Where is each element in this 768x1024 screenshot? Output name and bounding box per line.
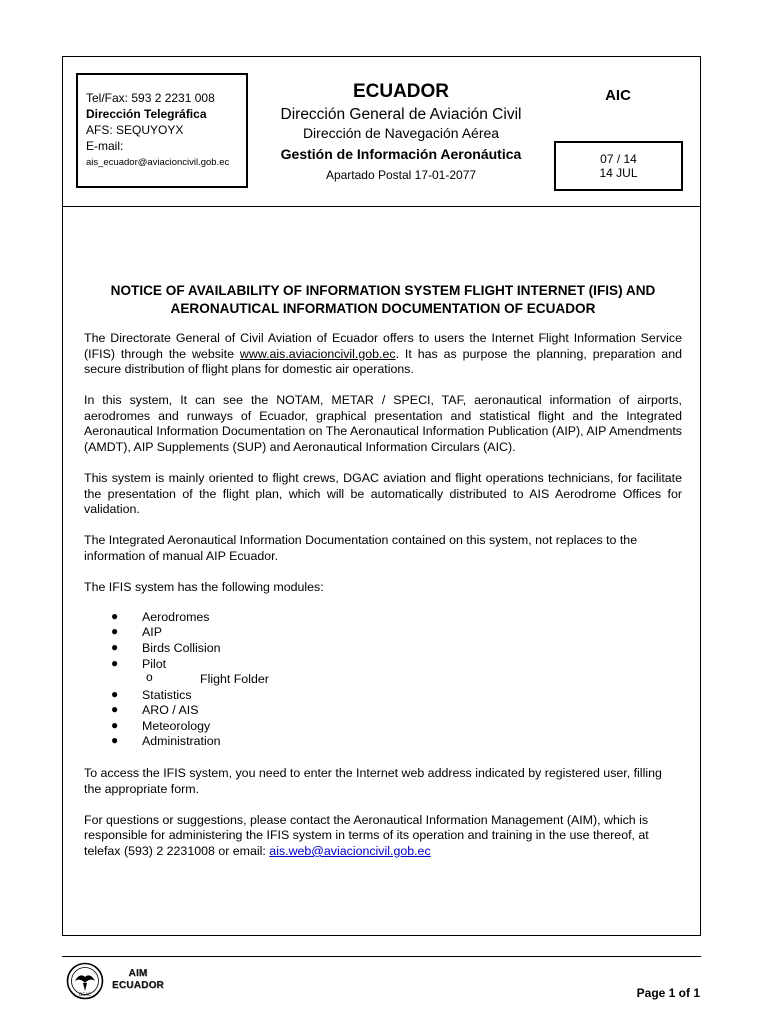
logo-line-2: ECUADOR bbox=[112, 980, 164, 991]
list-item bbox=[84, 625, 682, 641]
paragraph-1-text: The Directorate General of Civil Aviation of Ecuador offers to users the Internet Flight Information Service (IFIS) through the website bbox=[84, 331, 682, 361]
doc-number: 07 / 14 bbox=[600, 152, 637, 166]
doc-number-box bbox=[554, 141, 683, 191]
modules-intro: The IFIS system has the following modules: bbox=[84, 580, 324, 595]
org-header bbox=[256, 80, 546, 183]
list-item bbox=[84, 641, 682, 657]
module-label: AIP bbox=[142, 625, 162, 640]
module-label: Aerodromes bbox=[142, 609, 210, 624]
contact-email: ais_ecuador@aviacioncivil.gob.ec bbox=[86, 157, 230, 168]
list-item bbox=[84, 610, 682, 626]
paragraph-6-text: For questions or suggestions, please contact the Aeronautical Information Management (AIM), which is responsible for administering the IFIS system in terms of its operation and training in the use thereof, at telefax (593) 2 2231008 or email: bbox=[84, 812, 649, 858]
header-divider bbox=[62, 206, 701, 207]
notice-title-line-2: AERONAUTICAL INFORMATION DOCUMENTATION OF ECUADOR bbox=[170, 301, 596, 316]
sub-list-item bbox=[84, 672, 682, 688]
doc-type-label: AIC bbox=[605, 87, 631, 104]
country-title: ECUADOR bbox=[352, 81, 450, 102]
bullet: ● bbox=[111, 608, 119, 623]
org-line-2: Dirección de Navegación Aérea bbox=[302, 125, 500, 141]
paragraph-1 bbox=[84, 331, 682, 378]
paragraph-4: The Integrated Aeronautical Information Documentation contained on this system, not replaces to the information of manual AIP Ecuador. bbox=[84, 533, 638, 564]
module-label: Statistics bbox=[142, 687, 192, 702]
list-item bbox=[84, 657, 682, 673]
module-label: ARO / AIS bbox=[142, 703, 199, 718]
notice-body bbox=[84, 282, 682, 875]
bullet: ● bbox=[111, 702, 119, 717]
email-link[interactable]: ais.web@aviacioncivil.gob.ec bbox=[269, 843, 431, 858]
email-label: E-mail: bbox=[86, 139, 124, 153]
paragraph-6 bbox=[84, 813, 682, 860]
org-line-3: Gestión de Información Aeronáutica bbox=[280, 146, 522, 162]
telfax: Tel/Fax: 593 2 2231 008 bbox=[86, 91, 215, 105]
doc-date: 14 JUL bbox=[599, 166, 638, 180]
footer-rule bbox=[62, 956, 701, 957]
paragraph-2: In this system, It can see the NOTAM, METAR / SPECI, TAF, aeronautical information of airports, aerodromes and runways of Ecuador, graphical presentation and statistical flight and the Integrated Aeronautical Information Documentation on The Aeronautical Information Publication (AIP), AIP Amendments (AMDT), AIP Supplements (SUP) and Aeronautical Information Circulars (AIC). bbox=[84, 393, 682, 455]
list-item bbox=[84, 719, 682, 735]
module-label: Administration bbox=[142, 734, 221, 749]
bullet: ● bbox=[111, 733, 119, 748]
module-label: Birds Collision bbox=[142, 640, 221, 655]
bullet: ● bbox=[111, 655, 119, 670]
aim-ecuador-logo-text bbox=[107, 968, 169, 992]
modules-list bbox=[84, 610, 682, 750]
website-link[interactable]: www.ais.aviacioncivil.gob.ec bbox=[239, 346, 396, 361]
paragraph-3: This system is mainly oriented to flight crews, DGAC aviation and flight operations technicians, for facilitate the presentation of the flight plan, which will be automatically distributed to AIS Aerodrome Offices for validation. bbox=[84, 471, 682, 517]
seal-text: DGAC bbox=[79, 992, 91, 997]
sub-bullet: o bbox=[146, 670, 153, 685]
telegraphic-label: Dirección Telegráfica bbox=[86, 107, 207, 121]
paragraph-1-text-end: . It has as purpose the planning, preparation and secure distribution of flight plans for domestic air operations. bbox=[84, 346, 682, 377]
module-label: Pilot bbox=[142, 656, 167, 671]
paragraph-5: To access the IFIS system, you need to enter the Internet web address indicated by registered user, filling the appropriate form. bbox=[84, 766, 662, 796]
afs-address: AFS: SEQUYOYX bbox=[86, 123, 184, 137]
module-label: Flight Folder bbox=[200, 672, 269, 687]
contact-box bbox=[76, 73, 248, 188]
module-label: Meteorology bbox=[142, 718, 211, 733]
list-item bbox=[84, 688, 682, 704]
bullet: ● bbox=[111, 717, 119, 732]
postal-address: Apartado Postal 17-01-2077 bbox=[325, 168, 477, 182]
logo-line-1: AIM bbox=[128, 968, 148, 979]
list-item bbox=[84, 703, 682, 719]
page-number: Page 1 of 1 bbox=[636, 986, 700, 1000]
notice-title-line-1: NOTICE OF AVAILABILITY OF INFORMATION SYSTEM FLIGHT INTERNET (IFIS) AND bbox=[110, 283, 656, 298]
list-item bbox=[84, 734, 682, 750]
bullet: ● bbox=[111, 624, 119, 639]
org-line-1: Dirección General de Aviación Civil bbox=[280, 106, 522, 123]
bullet: ● bbox=[111, 639, 119, 654]
bullet: ● bbox=[111, 686, 119, 701]
notice-title bbox=[84, 282, 682, 318]
dgac-seal-icon bbox=[66, 962, 104, 1000]
